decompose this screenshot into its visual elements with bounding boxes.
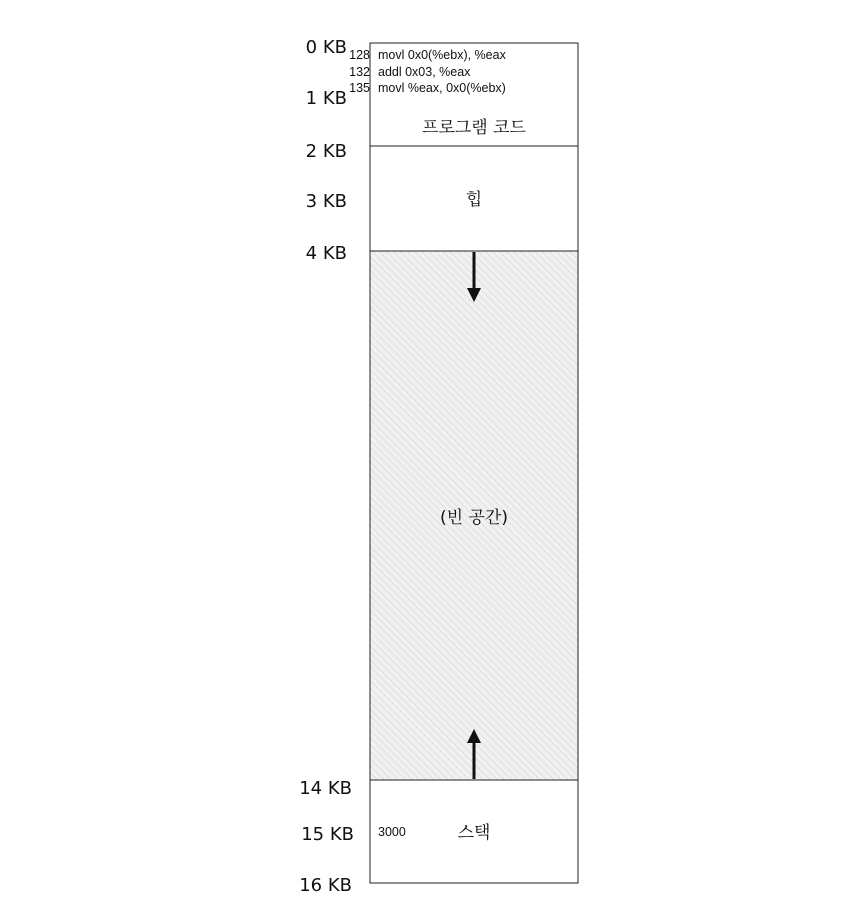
kb-label-1: 1 KB — [305, 88, 347, 109]
instruction-address: 135 — [349, 81, 370, 95]
instruction-text: movl %eax, 0x0(%ebx) — [378, 81, 506, 95]
kb-label-14: 14 KB — [299, 778, 352, 799]
stack-label: 스택 — [457, 823, 491, 843]
kb-label-4: 4 KB — [305, 243, 347, 264]
instruction-text: addl 0x03, %eax — [378, 65, 471, 79]
kb-label-2: 2 KB — [305, 141, 347, 162]
stack-value: 3000 — [378, 825, 406, 839]
instruction-address: 132 — [349, 65, 370, 79]
kb-label-0: 0 KB — [305, 37, 347, 58]
program-code-label: 프로그램 코드 — [422, 118, 526, 138]
heap-label: 힙 — [465, 190, 483, 210]
instruction-text: movl 0x0(%ebx), %eax — [378, 48, 506, 62]
kb-label-3: 3 KB — [305, 191, 347, 212]
instruction-address: 128 — [349, 48, 370, 62]
free-space-label: (빈 공간) — [440, 508, 508, 528]
kb-label-16: 16 KB — [299, 875, 352, 896]
kb-label-15: 15 KB — [301, 824, 354, 845]
